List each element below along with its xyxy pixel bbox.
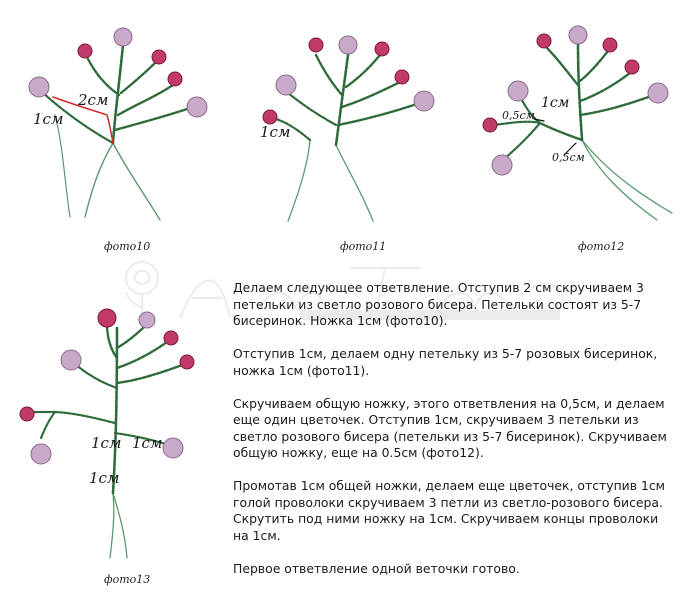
instructions-text (233, 280, 673, 594)
paragraph-3: Скручиваем общую ножку, этого ответвления на 0,5см, и делаем еще один цветочек. Отступив 1см, скручиваем 3 петельки из светло розового бисера (петельки из 5-7 бисеринок). Скручиваем общую ножку, еще на 0.5см (фото12). (233, 395, 667, 460)
photo-10 (15, 15, 215, 225)
paragraph-1: Делаем следующее ответвление. Отступив 2 см скручиваем 3 петельки из светло розового бисера. Петельки состоят из 5-7 бисеринок. Ножка 1см (фото10). (233, 280, 644, 328)
label-one-cm-left: 1см (91, 434, 122, 452)
caption-photo-10: фото10 (104, 240, 151, 253)
photo-12 (482, 15, 682, 225)
photo-13 (15, 308, 215, 568)
label-two-cm: 2см (78, 91, 109, 109)
caption-photo-12: фото12 (578, 240, 625, 253)
caption-photo-11: фото11 (340, 240, 387, 253)
label-half-cm-top: 0,5см (502, 109, 535, 122)
label-one-cm-right: 1см (132, 434, 163, 452)
photo-11 (248, 15, 448, 225)
paragraph-4: Промотав 1см общей ножки, делаем еще цветочек, отступив 1см голой проволоки скручиваем 3 петли из светло-розового бисера. Скрутить под ними ножку на 1см. Скручиваем концы проволоки на 1см. (233, 478, 666, 543)
paragraph-2: Отступив 1см, делаем одну петельку из 5-7 розовых бисеринок, ножка 1см (фото11). (233, 346, 658, 378)
label-half-cm-bottom: 0,5см (552, 151, 585, 164)
caption-photo-13: фото13 (104, 573, 151, 586)
paragraph-5: Первое ответвление одной веточки готово. (233, 560, 520, 576)
label-one-cm: 1см (33, 110, 64, 128)
label-one-cm-bottom: 1см (89, 469, 120, 487)
label-one-cm: 1см (541, 95, 570, 111)
label-one-cm: 1см (260, 123, 291, 141)
